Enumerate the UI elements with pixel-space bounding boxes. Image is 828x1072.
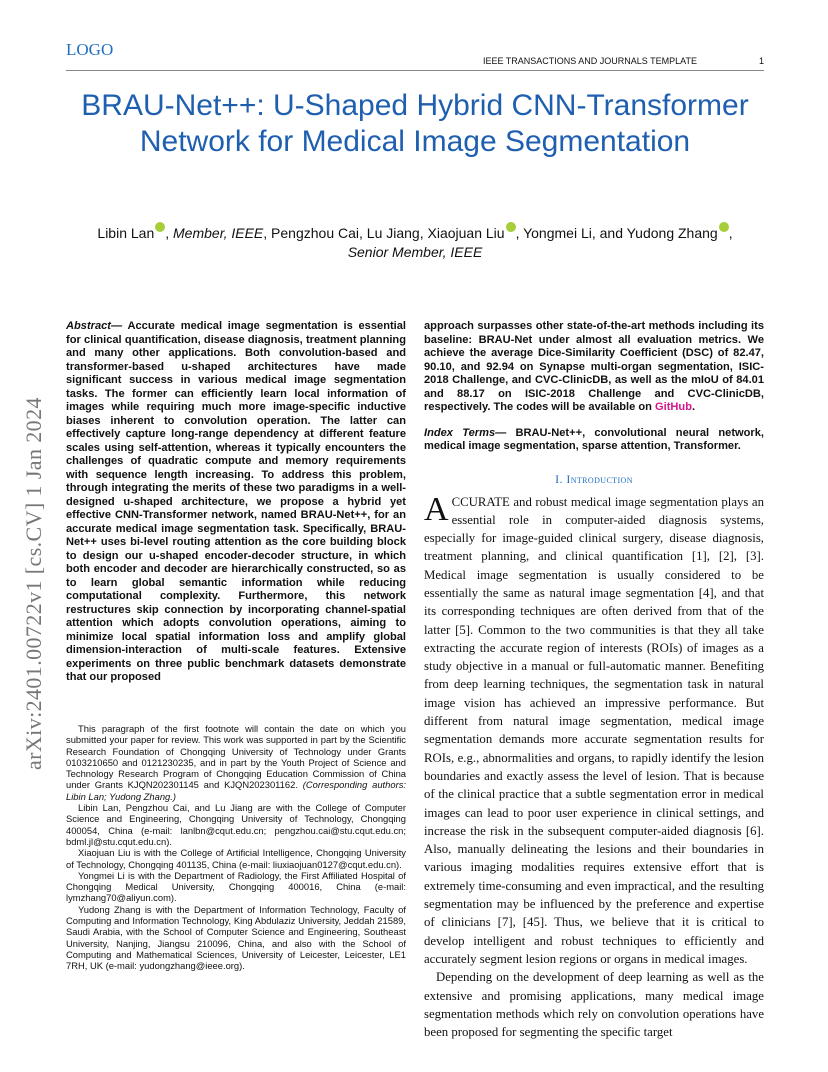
author-role: Senior Member, IEEE — [347, 244, 483, 260]
right-column — [424, 320, 764, 1041]
footnote-paragraph: Yudong Zhang is with the Department of Information Technology, Faculty of Computing and Information Technology, King Abdulaziz University, Jeddah 21589, Saudi Arabia, with the School of Computer Science and Engineering, Southeast University, Nanjing, Jiangsu 210096, China, and also with the School of Computing and Mathematical Sciences, University of Leicester, Leicester, LE1 7RH, UK (e-mail: yudongzhang@ieee.org). — [66, 903, 406, 972]
github-link[interactable]: GitHub — [655, 401, 692, 413]
footnote — [66, 723, 406, 972]
footnote-text: This paragraph of the first footnote will contain the date on which you submitted your paper for review. This work was supported in part by the Scientific Research Foundation of Chongqing University of Technology under Grants 0103210650 and 0121230235, and in part by the Youth Project of Science and Technology Research Program of Chongqing Education Commission of China under Grants KJQN202301145 and KJQN202301162. — [66, 723, 406, 791]
section-title: Introduction — [566, 471, 633, 486]
author-names: , Pengzhou Cai, Lu Jiang, Xiaojuan Liu — [263, 225, 505, 241]
footnote-paragraph: Yongmei Li is with the Department of Radiology, the First Affiliated Hospital of Chongqing Medical University, Chongqing 400016, China (e-mail: lymzhang70@aliyun.com). — [66, 869, 406, 904]
section-number: I. — [555, 471, 567, 486]
intro-paragraph: Depending on the development of deep learning as well as the extensive and promising applications, many medical image segmentation methods which rely on convolution operations have been proposed for segmenting the specific target — [424, 970, 764, 1040]
footnote-paragraph: Xiaojuan Liu is with the College of Artificial Intelligence, Chongqing University of Technology, Chongqing 401135, China (e-mail: liuxiaojuan0127@cqut.edu.cn). — [66, 847, 406, 870]
page-number: 1 — [758, 56, 764, 66]
index-terms-label: Index Terms— — [424, 426, 507, 439]
author-names: , Yongmei Li, and Yudong Zhang — [515, 225, 718, 241]
paper-title: BRAU-Net++: U-Shaped Hybrid CNN-Transformer Network for Medical Image Segmentation — [81, 89, 749, 158]
orcid-icon[interactable] — [719, 222, 729, 232]
section-heading — [424, 472, 764, 487]
journal-name: IEEE TRANSACTIONS AND JOURNALS TEMPLATE — [482, 56, 697, 66]
abstract-continued — [424, 320, 764, 415]
footnote-paragraph: Libin Lan, Pengzhou Cai, and Lu Jiang are with the College of Computer Science and Engineering, Chongqing University of Technology, Chongqing 400054, China (e-mail: lanlbn@cqut.edu.cn; pengzhou.cai@stu.cqut.edu.cn; bdml.jl@stu.cqut.edu.cn). — [66, 802, 406, 847]
left-column — [66, 320, 406, 685]
logo: LOGO — [66, 40, 114, 59]
abstract-text: Accurate medical image segmentation is essential for clinical quantification, disease diagnosis, treatment planning and many other applications. Both convolution-based and transformer-based u-shaped architectures have made significant success in various medical image segmentation tasks. The former can efficiently learn local information of images while requiring much more image-specific inductive biases inherent to convolution operation. The latter can effectively capture long-range dependency at different feature scales using self-attention, whereas it typically encounters the challenges of quadratic compute and memory requirements with sequence length increasing. To address this problem, through integrating the merits of these two paradigms in a well-designed u-shaped architecture, we propose a hybrid yet effective CNN-Transformer network, named BRAU-Net++, for an accurate medical image segmentation task. Specifically, BRAU-Net++ uses bi-level routing attention as the core building block to design our u-shaped encoder-decoder structure, in which both encoder and decoder are hierarchically constructed, so as to learn global semantic information while reducing computational complexity. Furthermore, this network restructures skip connection by incorporating channel-spatial attention which adopts convolution operations, aiming to minimize local spatial information loss and amplify global dimension-interaction of multi-scale features. Extensive experiments on three public benchmark datasets demonstrate that our proposed — [66, 320, 406, 683]
abstract-end: . — [692, 401, 696, 413]
abstract-text: approach surpasses other state-of-the-art methods including its baseline: BRAU-Net under almost all evaluation metrics. We achieve the average Dice-Similarity Coefficient (DSC) of 82.47, 90.10, and 92.94 on Synapse multi-organ segmentation, ISIC-2018 Challenge, and CVC-ClinicDB, as well as the mIoU of 84.01 and 88.17 on ISIC-2018 Challenge and CVC-ClinicDB, respectively. The codes will be available on — [424, 320, 764, 413]
arxiv-identifier: arXiv:2401.00722v1 [cs.CV] 1 Jan 2024 — [21, 397, 46, 770]
author-name: Libin Lan — [97, 225, 155, 241]
intro-text: CCURATE and robust medical image segmentation plays an essential role in computer-aided diagnosis systems, especially for image-guided clinical surgery, disease diagnosis, treatment planning, and clinical quantification [1], [2], [3]. Medical image segmentation is usually considered to be essentially the same as natural image segmentation [4], and that its corresponding techniques are often derived from that of the latter [5]. Common to the two communities is that they all take extracting the accurate region of interests (ROIs) of images as a study objective in a manual or full-automatic manner. Benefiting from deep learning techniques, the segmentation task in natural image vision has achieved an impressive performance. But different from natural image segmentation, medical image segmentation demands more accurate segmentation results for ROIs, e.g., abnormalities and organs, to rapidly identify the lesion boundaries and exactly assess the level of lesion. That is because of the clinical practice that a subtle segmentation error in medical images can lead to poor user experience in clinical settings, and increase the risk in the subsequent computer-aided diagnosis [6]. Also, manually delineating the lesions and their boundaries in various imaging modalities requires extensive effort that is extremely time-consuming and even impractical, and the resulting segmentation may be influenced by the preference and expertise of clinicians [7], [45]. Thus, we believe that it is critical to develop intelligent and robust techniques to efficiently and accurately segment lesion regions or organs in medical images. — [424, 494, 764, 966]
drop-cap: A — [424, 490, 449, 528]
orcid-icon[interactable] — [506, 222, 516, 232]
intro-paragraph — [424, 490, 764, 969]
abstract — [66, 320, 406, 685]
footnote-paragraph — [66, 723, 406, 802]
orcid-icon[interactable] — [155, 222, 165, 232]
author-role: Member, IEEE — [173, 225, 264, 241]
index-terms — [424, 427, 764, 454]
index-terms-text: BRAU-Net++, convolutional neural network, medical image segmentation, sparse attention, Transformer. — [424, 426, 764, 452]
running-header — [66, 56, 764, 71]
author-list: Libin Lan , Member, IEEE, Pengzhou Cai, Lu Jiang, Xiaojuan Liu , Yongmei Li, and Yudong Zhang , Senior Member, IEEE — [66, 222, 764, 262]
corresponding-authors: (Corresponding authors: Libin Lan; Yudong Zhang.) — [66, 779, 406, 802]
abstract-label: Abstract— — [66, 320, 123, 332]
